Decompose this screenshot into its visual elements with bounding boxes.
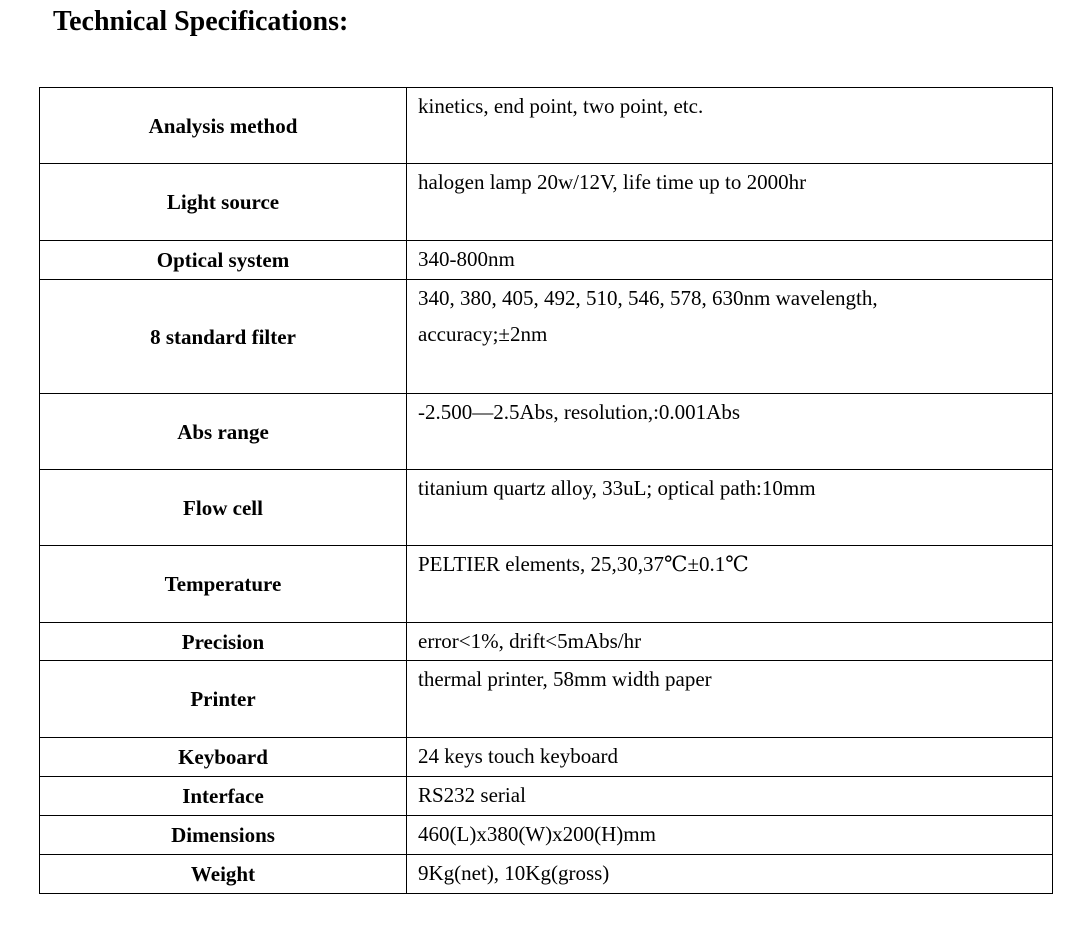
- spec-label: Printer: [40, 661, 407, 738]
- page-title: Technical Specifications:: [53, 6, 349, 37]
- spec-value: kinetics, end point, two point, etc.: [407, 88, 1053, 164]
- spec-value: titanium quartz alloy, 33uL; optical path:10mm: [407, 470, 1053, 546]
- table-row-printer: [40, 661, 1053, 738]
- spec-value: 460(L)x380(W)x200(H)mm: [407, 816, 1053, 855]
- spec-value: 340, 380, 405, 492, 510, 546, 578, 630nm wavelength, accuracy;±2nm: [407, 280, 1053, 394]
- table-row-abs-range: [40, 394, 1053, 470]
- table-row-weight: [40, 855, 1053, 894]
- specifications-table: [39, 87, 1053, 894]
- spec-label: Interface: [40, 777, 407, 816]
- table-row-optical-system: [40, 241, 1053, 280]
- spec-value: thermal printer, 58mm width paper: [407, 661, 1053, 738]
- spec-label: Optical system: [40, 241, 407, 280]
- table-row-dimensions: [40, 816, 1053, 855]
- table-row-precision: [40, 623, 1053, 661]
- spec-value: error<1%, drift<5mAbs/hr: [407, 623, 1053, 661]
- table-row-flow-cell: [40, 470, 1053, 546]
- spec-label: Abs range: [40, 394, 407, 470]
- spec-value: 340-800nm: [407, 241, 1053, 280]
- spec-label: Analysis method: [40, 88, 407, 164]
- table-row-standard-filter: [40, 280, 1053, 394]
- spec-label: Light source: [40, 164, 407, 241]
- spec-value: 9Kg(net), 10Kg(gross): [407, 855, 1053, 894]
- table-row-light-source: [40, 164, 1053, 241]
- spec-value: PELTIER elements, 25,30,37℃±0.1℃: [407, 546, 1053, 623]
- table-row-analysis-method: [40, 88, 1053, 164]
- spec-label: Weight: [40, 855, 407, 894]
- spec-label: Keyboard: [40, 738, 407, 777]
- table-row-keyboard: [40, 738, 1053, 777]
- spec-label: Precision: [40, 623, 407, 661]
- spec-label: 8 standard filter: [40, 280, 407, 394]
- spec-value: 24 keys touch keyboard: [407, 738, 1053, 777]
- table-row-temperature: [40, 546, 1053, 623]
- spec-label: Dimensions: [40, 816, 407, 855]
- table-row-interface: [40, 777, 1053, 816]
- spec-value: halogen lamp 20w/12V, life time up to 2000hr: [407, 164, 1053, 241]
- spec-label: Temperature: [40, 546, 407, 623]
- spec-label: Flow cell: [40, 470, 407, 546]
- spec-value: RS232 serial: [407, 777, 1053, 816]
- spec-value: -2.500—2.5Abs, resolution,:0.001Abs: [407, 394, 1053, 470]
